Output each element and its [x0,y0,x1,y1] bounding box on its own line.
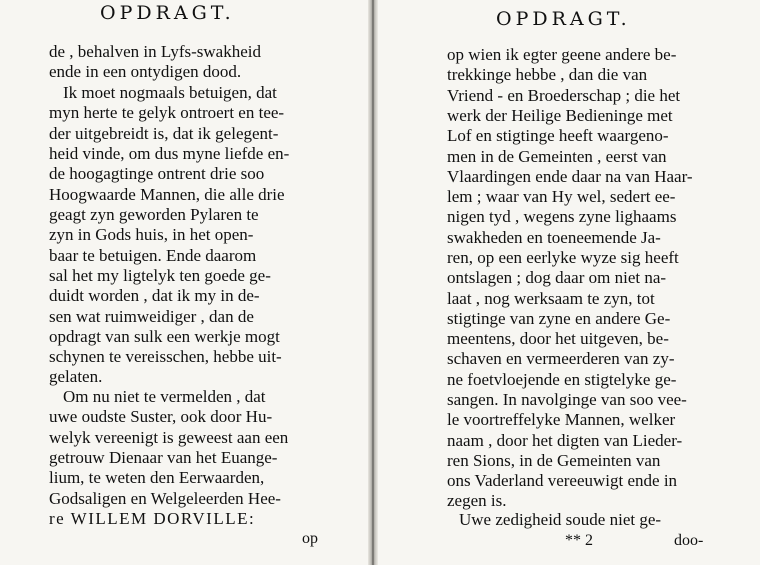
left-text-line: re WILLEM DORVILLE: [49,509,256,528]
right-text-line: lem ; waar van Hy wel, sedert ee- [447,187,676,206]
right-text-line: ons Vaderland vereeuwigt ende in [447,471,678,490]
signature-mark: ** 2 [565,532,593,549]
right-text-line: naam , door het digten van Lieder- [447,431,683,450]
left-text-line: der uitgebreidt is, dat ik gelegent- [49,124,279,143]
left-text-line: lium, te weten den Eerwaarden, [49,468,265,487]
book-gutter [368,0,378,565]
right-text-line: nigen tyd , wegens zyne lighaams [447,207,677,226]
left-text-line: sen wat ruimweidiger , dan de [49,307,254,326]
right-text-line: stigtinge van zyne en andere Ge- [447,309,671,328]
left-page [0,0,368,565]
right-text-line: swakheden en toeneemende Ja- [447,228,661,247]
right-catchword: doo- [674,532,704,549]
left-text-line: Ik moet nogmaals betuigen, dat [63,83,277,102]
left-text-line: baar te betuigen. Ende daarom [49,246,257,265]
left-text-line: heid vinde, om dus myne liefde en- [49,144,290,163]
left-catchword: op [302,530,318,547]
right-text-line: Vlaardingen ende daar na van Haar- [447,167,693,186]
right-text-line: Uwe zedigheid soude niet ge- [459,510,662,529]
left-text-line: de , behalven in Lyfs-swakheid [49,42,261,61]
left-text-line: opdragt van sulk een werkje mogt [49,327,280,346]
right-page [378,0,760,565]
right-text-line: ren Sions, in de Gemeinten van [447,451,661,470]
left-text-line: de hoogagtinge ontrent drie soo [49,164,265,183]
right-text-line: men in de Gemeinten , eerst van [447,147,667,166]
left-text-line: schynen te vereisschen, hebbe uit- [49,347,282,366]
right-text-line: Vriend - en Broederschap ; die het [447,86,681,105]
left-text-line: duidt worden , dat ik my in de- [49,286,260,305]
left-text-line: getrouw Dienaar van het Euange- [49,448,278,467]
left-text-line: Godsaligen en Welgeleerden Hee- [49,489,281,508]
right-text-line: ontslagen ; dog daar om niet na- [447,268,667,287]
left-text-line: uwe oudste Suster, ook door Hu- [49,407,273,426]
right-text-line: meentens, door het uitgeven, be- [447,329,669,348]
right-text-line: le voortreffelyke Mannen, welker [447,410,676,429]
left-text-line: geagt zyn geworden Pylaren te [49,205,259,224]
left-text-line: Om nu niet te vermelden , dat [63,387,266,406]
right-text-line: Lof en stigtinge heeft waargeno- [447,126,669,145]
left-text-line: sal het my ligtelyk ten goede ge- [49,266,271,285]
right-text-line: trekkinge hebbe , dan die van [447,65,648,84]
left-text-line: welyk vereenigt is geweest aan een [49,428,289,447]
right-text-line: laat , nog werksaam te zyn, tot [447,289,655,308]
left-text-line: Hoogwaarde Mannen, die alle drie [49,185,285,204]
right-text-line: werk der Heilige Bedieninge met [447,106,673,125]
left-page-heading: OPDRAGT. [100,2,235,24]
right-text-line: schaven en vermeerderen van zy- [447,349,675,368]
left-text-line: ende in een ontydigen dood. [49,62,242,81]
right-page-heading: OPDRAGT. [496,8,631,30]
right-text-line: op wien ik egter geene andere be- [447,45,677,64]
right-text-line: ren, op een eerlyke wyze sig heeft [447,248,679,267]
right-text-line: ne foetvloejende en stigtelyke ge- [447,370,677,389]
left-text-line: gelaten. [49,367,103,386]
right-text-line: sangen. In navolginge van soo vee- [447,390,687,409]
left-text-line: zyn in Gods huis, in het open- [49,225,254,244]
left-text-line: myn herte te gelyk ontroert en tee- [49,103,285,122]
right-text-line: zegen is. [447,491,507,510]
